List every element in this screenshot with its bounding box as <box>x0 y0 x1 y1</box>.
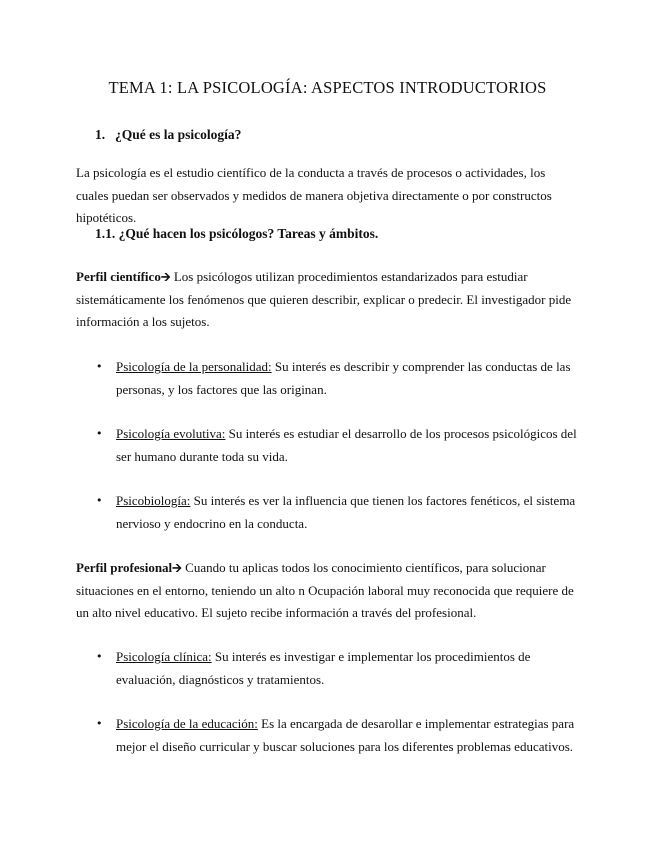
list-item-term: Psicología clínica: <box>116 649 212 664</box>
list-item-psicologia-personalidad <box>96 356 578 401</box>
list-item-text: Su interés es ver la influencia que tienen los factores fenéticos, el sistema nervioso y endocrino en la conducta. <box>116 493 576 531</box>
section-1-heading <box>95 127 241 143</box>
arrow-right-icon: 🡪 <box>172 561 182 575</box>
list-item-term: Psicología de la educación: <box>116 716 258 731</box>
list-item-psicologia-clinica <box>96 646 578 691</box>
bullet-icon: • <box>96 717 103 730</box>
list-item-psicologia-evolutiva <box>96 423 578 468</box>
bullet-icon: • <box>96 650 103 663</box>
bullet-icon: • <box>96 427 103 440</box>
list-item-term: Psicología evolutiva: <box>116 426 226 441</box>
bullet-icon: • <box>96 494 103 507</box>
list-item-text: Su interés es investigar e implementar los procedimientos de evaluación, diagnósticos y tratamientos. <box>116 649 531 687</box>
list-item-text: Su interés es estudiar el desarrollo de los procesos psicológicos del ser humano durante toda su vida. <box>116 426 577 464</box>
perfil-cientifico-paragraph <box>76 266 576 334</box>
section-1-title: ¿Qué es la psicología? <box>115 127 242 142</box>
list-item-text: Su interés es describir y comprender las conductas de las personas, y los factores que las originan. <box>116 359 571 397</box>
list-item-psicobiologia <box>96 490 578 535</box>
perfil-profesional-label: Perfil profesional <box>76 560 173 575</box>
document-title: TEMA 1: LA PSICOLOGÍA: ASPECTOS INTRODUCTORIOS <box>108 78 547 97</box>
perfil-cientifico-label: Perfil científico <box>76 269 161 284</box>
section-1-1-heading: 1.1. ¿Qué hacen los psicólogos? Tareas y ámbitos. <box>95 226 379 241</box>
list-item-text: Es la encargada de desarollar e implementar estrategias para mejor el diseño curricular y buscar soluciones para los diferentes problemas educativos. <box>116 716 575 754</box>
perfil-cientifico-text: Los psicólogos utilizan procedimientos estandarizados para estudiar sistemáticamente los fenómenos que quieren describir, explicar o predecir. El investigador pide información a los sujetos. <box>76 269 572 329</box>
perfil-profesional-text: Cuando tu aplicas todos los conocimiento científicos, para solucionar situaciones en el entorno, teniendo un alto n Ocupación laboral muy reconocida que requiere de un alto nivel educativo. El sujeto recibe información a través del profesional. <box>76 560 574 620</box>
list-item-term: Psicología de la personalidad: <box>116 359 272 374</box>
list-item-psicologia-educacion <box>96 713 578 758</box>
perfil-profesional-paragraph <box>76 557 576 625</box>
section-1-paragraph: La psicología es el estudio científico de la conducta a través de procesos o actividades, los cuales puedan ser observados y medidos de manera objetiva directamente o por constructos hipotéticos. <box>76 165 552 225</box>
list-item-term: Psicobiología: <box>116 493 191 508</box>
bullet-icon: • <box>96 360 103 373</box>
section-1-number: 1. <box>95 127 106 142</box>
arrow-right-icon: 🡪 <box>160 270 171 284</box>
